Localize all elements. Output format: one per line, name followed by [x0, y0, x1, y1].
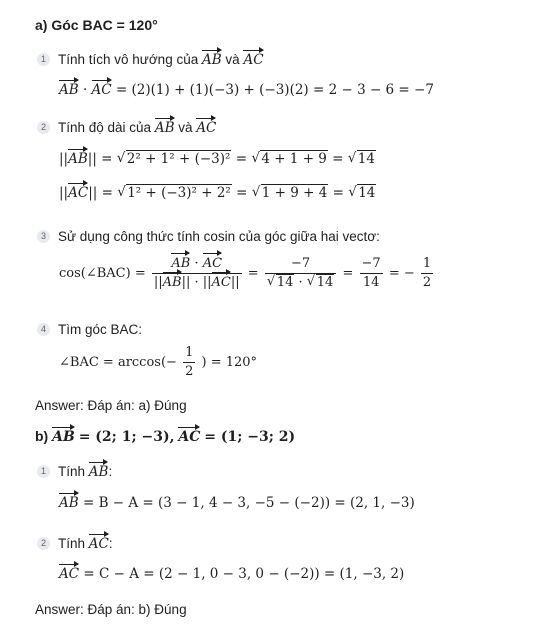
vector-ab: AB [201, 52, 222, 68]
vector-ac: AC [211, 275, 231, 290]
dot-product-equation: AB · AC = (2)(1) + (1)(−3) + (−3)(2) = 2 − 3 − 6 = −7 [59, 82, 434, 98]
step-3-badge: 3 [37, 230, 50, 243]
step-1-badge: 1 [37, 53, 50, 66]
cos-lhs: cos(∠BAC) = [59, 266, 146, 281]
cos-fraction-2: −7 √ 14 · √ 14 [265, 255, 337, 292]
cos-fraction-3: $\frac{-7}{14}$ [361, 256, 381, 290]
vector-ac: AC [91, 82, 112, 98]
vector-ac: AC [243, 52, 264, 68]
length-ab-equation: ||AB|| = √ 2² + 1² + (−3)² = √ 4 + 1 + 9 = √ 14 [59, 151, 376, 167]
step-title-text: Tính tích vô hướng của [58, 52, 199, 67]
vector-ab: AB [59, 495, 79, 511]
ac-calculation: AC = C − A = (2 − 1, 0 − 3, 0 − (−2)) = (1, −3, 2) [59, 566, 405, 582]
sqrt-symbol: √ 1² + (−3)² + 2² [117, 185, 232, 201]
vector-ac: AC [196, 120, 217, 136]
sqrt-symbol: √ 2² + 1² + (−3)² [117, 151, 232, 167]
step-4-title: Tìm góc BAC: [58, 322, 143, 337]
answer-a: Answer: Đáp án: a) Đúng [35, 398, 187, 413]
vector-ab: AB [52, 429, 75, 445]
vector-ab: AB [171, 256, 191, 271]
angle-equation [59, 344, 257, 381]
part-b-heading: b) AB = (2; 1; −3), AC = (1; −3; 2) [35, 428, 296, 445]
sqrt-symbol: √ 4 + 1 + 9 [251, 151, 328, 167]
sqrt-symbol: √ 14 [348, 185, 376, 201]
vector-ac: AC [178, 429, 201, 445]
sqrt-symbol: √ 1 + 9 + 4 [252, 185, 329, 201]
cosine-equation: cos(∠BAC) = $\frac{AB \cdot AC}{||AB|| \cdot ||AC||}$ = −7 √ 14 · √ 14 = $\frac{-7}{14}$ = − $\frac{1}{2}$ [59, 255, 435, 292]
vector-ac: AC [59, 566, 80, 582]
angle-lhs: ∠BAC = arccos(− [59, 355, 177, 370]
vector-ab: AB [68, 151, 88, 167]
vector-ac: AC [88, 536, 109, 552]
ab-calculation: AB = B − A = (3 − 1, 4 − 3, −5 − (−2)) = (2, 1, −3) [59, 495, 415, 511]
step-title-joiner: và [225, 52, 240, 67]
vector-ab: AB [154, 120, 175, 136]
step-4-badge: 4 [37, 323, 50, 336]
angle-rhs: ) = 120° [201, 355, 258, 370]
part-a-heading: a) Góc BAC = 120° [35, 17, 158, 33]
answer-b: Answer: Đáp án: b) Đúng [35, 602, 187, 617]
angle-fraction: $\frac{1}{2}$ [185, 345, 194, 379]
step-b2-title: Tính AC: [58, 536, 113, 552]
step-title-text: Tính độ dài của [58, 120, 152, 135]
sqrt-symbol: √ 14 [348, 151, 376, 167]
vector-ac: AC [202, 256, 223, 271]
length-ac-equation: ||AC|| = √ 1² + (−3)² + 2² = √ 1 + 9 + 4 = √ 14 [59, 185, 376, 201]
step-b1-title: Tính AB: [58, 464, 113, 480]
step-1-title [58, 52, 264, 68]
vector-ab: AB [59, 82, 79, 98]
vector-ac: AC [68, 185, 89, 201]
step-b2-badge: 2 [37, 537, 50, 550]
step-2-title [58, 120, 216, 136]
cos-fraction-4: $\frac{1}{2}$ [422, 256, 432, 290]
step-title-joiner: và [178, 120, 193, 135]
cos-fraction-1: $\frac{AB \cdot AC}{||AB|| \cdot ||AC||}$ [153, 256, 240, 290]
vector-ab: AB [162, 275, 182, 290]
vector-ab: AB [88, 464, 109, 480]
step-b1-badge: 1 [37, 465, 50, 478]
step-2-badge: 2 [37, 121, 50, 134]
step-3-title: Sử dụng công thức tính cosin của góc giữa hai vectơ: [58, 229, 380, 244]
dot-product-rhs: = (2)(1) + (1)(−3) + (−3)(2) = 2 − 3 − 6 = −7 [115, 82, 434, 98]
